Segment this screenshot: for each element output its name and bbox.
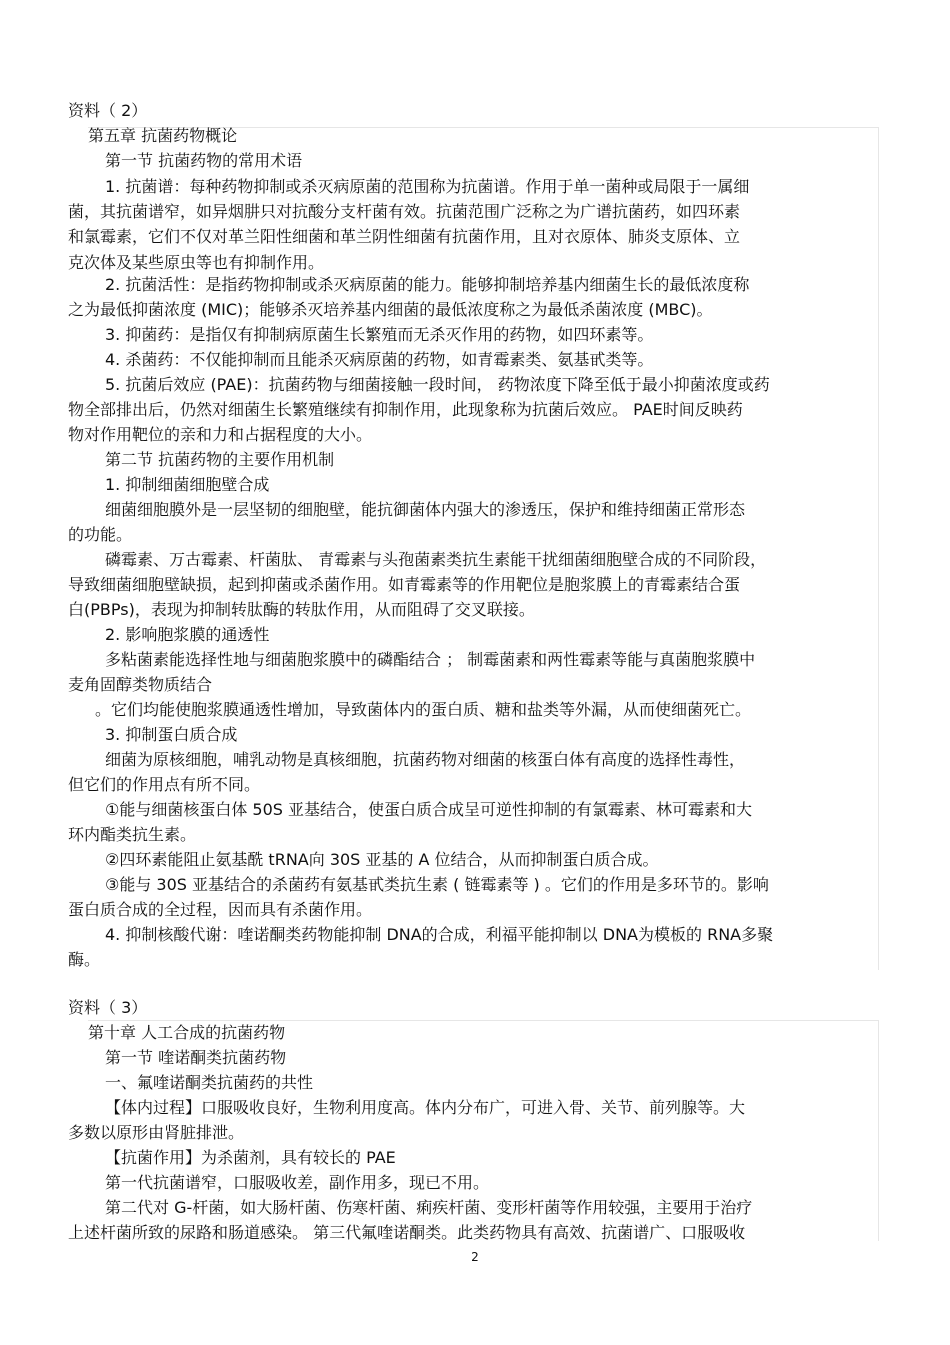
term3: 3. 抑菌药：是指仅有抑制病原菌生长繁殖而无杀灭作用的药物，如四环素等。 [105, 325, 654, 344]
mechanism1-p2-line2: 导致细菌细胞壁缺损，起到抑菌或杀菌作用。如青霉素等的作用靶位是胞浆膜上的青霉素结合蛋 [68, 575, 741, 594]
term2-line1: 2. 抗菌活性：是指药物抑制或杀灭病原菌的能力。能够抑制培养基内细菌生长的最低浓度称 [105, 275, 750, 294]
chapter10-title: 第十章 人工合成的抗菌药物 [88, 1023, 286, 1042]
mechanism3-item1-line1: ①能与细菌核蛋白体 50S 亚基结合，使蛋白质合成呈可逆性抑制的有氯霉素、林可霉素和大 [105, 800, 753, 819]
term4: 4. 杀菌药：不仅能抑制而且能杀灭病原菌的药物，如青霉素类、氨基甙类等。 [105, 350, 654, 369]
page-number: 2 [471, 1250, 479, 1264]
quinolone-section-title: 第一节 喹诺酮类抗菌药物 [105, 1048, 287, 1067]
section3-label: 资料（ 3） [68, 998, 148, 1017]
mechanism1-p2-line1: 磷霉素、万古霉素、杆菌肽、 青霉素与头孢菌素类抗生素能干扰细菌细胞壁合成的不同阶段， [105, 550, 767, 569]
mechanism3-item1-line2: 环内酯类抗生素。 [68, 825, 197, 844]
pharmacokinetics-line1: 【体内过程】口服吸收良好，生物利用度高。体内分布广，可进入骨、关节、前列腺等。大 [105, 1098, 746, 1117]
mechanism3-item3-line2: 蛋白质合成的全过程，因而具有杀菌作用。 [68, 900, 373, 919]
mechanism4-line2: 酶。 [68, 950, 101, 969]
fluoroquinolone-subtitle: 一、氟喹诺酮类抗菌药的共性 [105, 1073, 314, 1092]
term5-line3: 物对作用靶位的亲和力和占据程度的大小。 [68, 425, 373, 444]
mechanism2-line3: 。它们均能使胞浆膜通透性增加，导致菌体内的蛋白质、糖和盐类等外漏，从而使细菌死亡。 [95, 700, 752, 719]
section1-title: 第一节 抗菌药物的常用术语 [105, 151, 303, 170]
mechanism3-title: 3. 抑制蛋白质合成 [105, 725, 238, 744]
mechanism2-line2: 麦角固醇类物质结合 [68, 675, 213, 694]
mechanism3-item3-line1: ③能与 30S 亚基结合的杀菌药有氨基甙类抗生素 ( 链霉素等 ) 。它们的作用是多环节的。影响 [105, 875, 769, 894]
second-generation-line2: 上述杆菌所致的尿路和肠道感染。 第三代氟喹诺酮类。此类药物具有高效、抗菌谱广、口服吸收 [68, 1223, 746, 1242]
second-generation-line1: 第二代对 G-杆菌，如大肠杆菌、伤寒杆菌、痢疾杆菌、变形杆菌等作用较强，主要用于治疗 [105, 1198, 753, 1217]
section2-title: 第二节 抗菌药物的主要作用机制 [105, 450, 335, 469]
mechanism1-p2-line3: 白(PBPs)，表现为抑制转肽酶的转肽作用，从而阻碍了交叉联接。 [68, 600, 535, 619]
antibacterial-action: 【抗菌作用】为杀菌剂，具有较长的 PAE [105, 1148, 396, 1167]
mechanism4-line1: 4. 抑制核酸代谢：喹诺酮类药物能抑制 DNA的合成，利福平能抑制以 DNA为模板的 RNA多聚 [105, 925, 774, 944]
term2-line2: 之为最低抑菌浓度 (MIC)；能够杀灭培养基内细菌的最低浓度称之为最低杀菌浓度 (MBC)。 [68, 300, 713, 319]
mechanism1-p1-line2: 的功能。 [68, 525, 133, 544]
mechanism1-p1-line1: 细菌细胞膜外是一层坚韧的细胞壁，能抗御菌体内强大的渗透压，保护和维持细菌正常形态 [105, 500, 746, 519]
chapter5-title: 第五章 抗菌药物概论 [88, 126, 238, 145]
pharmacokinetics-line2: 多数以原形由肾脏排泄。 [68, 1123, 245, 1142]
term1-line4: 克次体及某些原虫等也有抑制作用。 [68, 253, 325, 272]
mechanism1-title: 1. 抑制细菌细胞壁合成 [105, 475, 270, 494]
section2-label: 资料（ 2） [68, 101, 148, 120]
mechanism3-line2: 但它们的作用点有所不同。 [68, 775, 261, 794]
term5-line2: 物全部排出后，仍然对细菌生长繁殖继续有抑制作用，此现象称为抗菌后效应。 PAE时间反映药 [68, 400, 743, 419]
term5-line1: 5. 抗菌后效应 (PAE)：抗菌药物与细菌接触一段时间， 药物浓度下降至低于最小抑菌浓度或药 [105, 375, 770, 394]
mechanism2-title: 2. 影响胞浆膜的通透性 [105, 625, 270, 644]
mechanism2-line1: 多粘菌素能选择性地与细菌胞浆膜中的磷酯结合 ； 制霉菌素和两性霉素等能与真菌胞浆膜中 [105, 650, 756, 669]
term1-line1: 1. 抗菌谱：每种药物抑制或杀灭病原菌的范围称为抗菌谱。作用于单一菌种或局限于一属细 [105, 177, 750, 196]
term1-line2: 菌，其抗菌谱窄，如异烟肼只对抗酸分支杆菌有效。抗菌范围广泛称之为广谱抗菌药，如四环素 [68, 202, 741, 221]
mechanism3-item2: ②四环素能阻止氨基酰 tRNA向 30S 亚基的 A 位结合，从而抑制蛋白质合成。 [105, 850, 659, 869]
first-generation: 第一代抗菌谱窄，口服吸收差，副作用多，现已不用。 [105, 1173, 490, 1192]
mechanism3-line1: 细菌为原核细胞，哺乳动物是真核细胞，抗菌药物对细菌的核蛋白体有高度的选择性毒性， [105, 750, 746, 769]
term1-line3: 和氯霉素，它们不仅对革兰阳性细菌和革兰阴性细菌有抗菌作用，且对衣原体、肺炎支原体、立 [68, 227, 741, 246]
